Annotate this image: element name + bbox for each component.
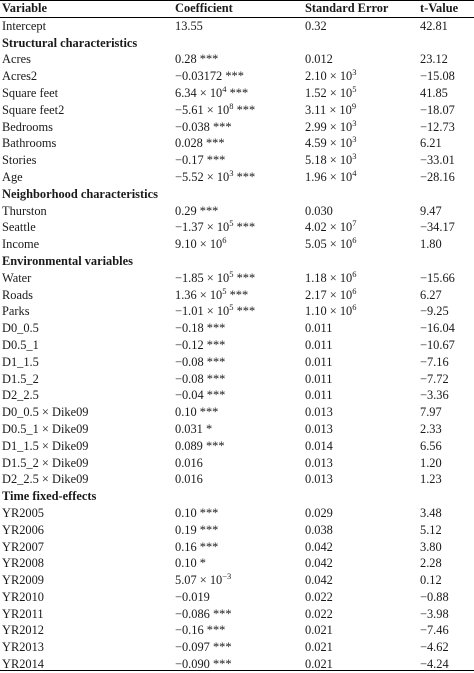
cell-t-value: −16.04: [420, 321, 455, 336]
table-row: [0, 606, 474, 623]
table-row: [0, 522, 474, 539]
cell-coefficient: $-1.01 \times 10^5$ ***: [175, 302, 256, 319]
cell-standard-error: $1.10 \times 10^6$: [305, 302, 357, 319]
cell-standard-error: 0.32: [305, 18, 327, 33]
cell-t-value: 5.12: [420, 522, 442, 537]
cell-variable: D0_0.5: [2, 321, 39, 336]
cell-t-value: −15.08: [420, 69, 455, 84]
cell-standard-error: $3.11 \times 10^9$: [305, 100, 357, 117]
cell-coefficient: −0.086 ***: [175, 606, 232, 621]
table-row: [0, 287, 474, 304]
cell-variable: Income: [2, 237, 40, 252]
table-row: [0, 371, 474, 388]
cell-standard-error: $1.18 \times 10^6$: [305, 268, 357, 285]
table-row: [0, 572, 474, 589]
cell-coefficient: −0.18 ***: [175, 321, 226, 336]
cell-standard-error: 0.014: [305, 438, 333, 453]
cell-t-value: −28.16: [420, 169, 455, 184]
cell-t-value: −7.16: [420, 354, 449, 369]
cell-t-value: −18.07: [420, 102, 455, 117]
cell-t-value: 3.80: [420, 539, 442, 554]
cell-coefficient: $-5.61 \times 10^8$ ***: [175, 100, 256, 117]
cell-t-value: 1.23: [420, 472, 442, 487]
cell-t-value: 1.80: [420, 237, 442, 252]
cell-variable: D0.5_1 × Dike09: [2, 421, 89, 436]
cell-t-value: 6.27: [420, 287, 442, 302]
section-header-row: [0, 186, 474, 203]
table-row: [0, 404, 474, 421]
cell-standard-error: $2.17 \times 10^6$: [305, 285, 357, 302]
cell-standard-error: $2.99 \times 10^3$: [305, 117, 357, 134]
cell-coefficient: 13.55: [175, 18, 203, 33]
table-row: [0, 589, 474, 606]
section-header-row: [0, 253, 474, 270]
cell-standard-error: 0.021: [305, 640, 333, 655]
cell-coefficient: $-1.85 \times 10^5$ ***: [175, 268, 256, 285]
cell-t-value: 1.20: [420, 455, 442, 470]
cell-coefficient: −0.17 ***: [175, 153, 226, 168]
cell-coefficient: 0.29 ***: [175, 203, 219, 218]
cell-t-value: 3.48: [420, 505, 442, 520]
table-row: [0, 236, 474, 253]
cell-variable: YR2011: [2, 606, 44, 621]
cell-variable: Bathrooms: [2, 136, 57, 151]
cell-t-value: 42.81: [420, 18, 448, 33]
cell-standard-error: 0.013: [305, 405, 333, 420]
table-row: [0, 539, 474, 556]
cell-standard-error: 0.011: [305, 337, 333, 352]
table-row: [0, 203, 474, 220]
cell-standard-error: $5.05 \times 10^6$: [305, 235, 357, 252]
cell-coefficient: 0.28 ***: [175, 52, 219, 67]
cell-t-value: −4.24: [420, 657, 449, 672]
cell-standard-error: 0.030: [305, 203, 333, 218]
cell-t-value: 0.12: [420, 573, 442, 588]
cell-standard-error: 0.038: [305, 522, 333, 537]
cell-standard-error: 0.021: [305, 657, 333, 672]
cell-standard-error: 0.013: [305, 455, 333, 470]
cell-coefficient: $6.34 \times 10^4$ ***: [175, 83, 249, 100]
cell-variable: YR2006: [2, 522, 44, 537]
cell-variable: D0_0.5 × Dike09: [2, 405, 89, 420]
cell-t-value: 6.56: [420, 438, 442, 453]
table-row: [0, 555, 474, 572]
cell-standard-error: 0.042: [305, 573, 333, 588]
cell-standard-error: 0.011: [305, 321, 333, 336]
table-row: [0, 455, 474, 472]
table-body: [0, 18, 474, 673]
cell-coefficient: 0.016: [175, 472, 203, 487]
section-label: Environmental variables: [2, 253, 133, 268]
cell-coefficient: −0.08 ***: [175, 371, 226, 386]
cell-standard-error: 0.011: [305, 354, 333, 369]
table-row: [0, 119, 474, 136]
section-header-row: [0, 35, 474, 52]
table-row: [0, 387, 474, 404]
cell-coefficient: 0.016: [175, 455, 203, 470]
table-row: [0, 337, 474, 354]
cell-variable: D1_1.5 × Dike09: [2, 438, 89, 453]
table-row: [0, 421, 474, 438]
cell-variable: Thurston: [2, 203, 47, 218]
cell-variable: D2_2.5 × Dike09: [2, 472, 89, 487]
cell-variable: Parks: [2, 304, 30, 319]
cell-coefficient: 0.19 ***: [175, 522, 219, 537]
cell-t-value: −3.98: [420, 606, 449, 621]
table-row: [0, 135, 474, 152]
cell-standard-error: 0.011: [305, 388, 333, 403]
table-row: [0, 18, 474, 35]
table-row: [0, 471, 474, 488]
cell-variable: Age: [2, 169, 23, 184]
cell-coefficient: −0.08 ***: [175, 354, 226, 369]
cell-standard-error: 0.042: [305, 556, 333, 571]
cell-coefficient: −0.090 ***: [175, 657, 232, 672]
cell-t-value: −33.01: [420, 153, 455, 168]
table-row: [0, 219, 474, 236]
cell-variable: Square feet: [2, 85, 59, 100]
cell-t-value: 9.47: [420, 203, 442, 218]
table-header-row: [0, 0, 474, 18]
cell-coefficient: $1.36 \times 10^5$ ***: [175, 285, 249, 302]
cell-variable: Acres2: [2, 69, 38, 84]
cell-coefficient: −0.12 ***: [175, 337, 226, 352]
cell-standard-error: 0.013: [305, 472, 333, 487]
cell-t-value: 23.12: [420, 52, 448, 67]
cell-t-value: 7.97: [420, 405, 442, 420]
cell-coefficient: −0.097 ***: [175, 640, 232, 655]
cell-standard-error: 0.012: [305, 52, 333, 67]
cell-t-value: −10.67: [420, 337, 455, 352]
cell-t-value: −7.46: [420, 623, 449, 638]
cell-coefficient: −0.16 ***: [175, 623, 226, 638]
table-row: [0, 152, 474, 169]
cell-variable: YR2007: [2, 539, 44, 554]
cell-coefficient: −0.019: [175, 589, 210, 604]
cell-t-value: −4.62: [420, 640, 449, 655]
cell-t-value: 2.33: [420, 421, 442, 436]
cell-coefficient: $-1.37 \times 10^5$ ***: [175, 218, 256, 235]
cell-variable: D1.5_2: [2, 371, 39, 386]
cell-standard-error: $2.10 \times 10^3$: [305, 67, 357, 84]
cell-t-value: −7.72: [420, 371, 449, 386]
cell-variable: Bedrooms: [2, 119, 53, 134]
cell-t-value: 6.21: [420, 136, 442, 151]
section-label: Neighborhood characteristics: [2, 186, 158, 201]
table-row: [0, 438, 474, 455]
cell-coefficient: 0.10 ***: [175, 405, 219, 420]
cell-variable: YR2008: [2, 556, 44, 571]
cell-variable: Intercept: [2, 18, 47, 33]
cell-t-value: −34.17: [420, 220, 455, 235]
cell-variable: YR2009: [2, 573, 44, 588]
cell-standard-error: $4.02 \times 10^7$: [305, 218, 357, 235]
header-coefficient: Coefficient: [175, 1, 233, 15]
table-bottom-rule: [0, 670, 474, 671]
table-row: [0, 505, 474, 522]
cell-coefficient: 0.10 *: [175, 556, 206, 571]
cell-coefficient: 0.031 *: [175, 421, 213, 436]
cell-variable: YR2013: [2, 640, 44, 655]
cell-standard-error: 0.029: [305, 505, 333, 520]
table-row: [0, 68, 474, 85]
table-row: [0, 622, 474, 639]
header-standard-error: Standard Error: [305, 1, 389, 15]
cell-variable: YR2012: [2, 623, 44, 638]
cell-coefficient: −0.03172 ***: [175, 69, 244, 84]
table-row: [0, 354, 474, 371]
cell-coefficient: $-5.52 \times 10^3$ ***: [175, 167, 256, 184]
cell-coefficient: −0.038 ***: [175, 119, 232, 134]
cell-t-value: 41.85: [420, 85, 448, 100]
section-label: Structural characteristics: [2, 35, 138, 50]
cell-standard-error: 0.022: [305, 589, 333, 604]
section-label: Time fixed-effects: [2, 489, 97, 504]
cell-variable: Roads: [2, 287, 33, 302]
cell-variable: Stories: [2, 153, 37, 168]
cell-t-value: −9.25: [420, 304, 449, 319]
cell-coefficient: 0.16 ***: [175, 539, 219, 554]
cell-variable: Acres: [2, 52, 31, 67]
table-row: [0, 639, 474, 656]
header-variable: Variable: [2, 1, 47, 15]
cell-standard-error: $4.59 \times 10^3$: [305, 134, 357, 151]
cell-standard-error: $1.96 \times 10^4$: [305, 167, 357, 184]
cell-coefficient: 0.089 ***: [175, 438, 225, 453]
header-t-value: t-Value: [420, 1, 459, 15]
table-row: [0, 51, 474, 68]
table-row: [0, 320, 474, 337]
cell-t-value: −0.88: [420, 589, 449, 604]
cell-variable: D0.5_1: [2, 337, 39, 352]
cell-standard-error: 0.022: [305, 606, 333, 621]
cell-variable: Seattle: [2, 220, 36, 235]
cell-coefficient: 0.028 ***: [175, 136, 225, 151]
cell-variable: D2_2.5: [2, 388, 39, 403]
cell-coefficient: $9.10 \times 10^6$: [175, 235, 227, 252]
cell-variable: YR2005: [2, 505, 44, 520]
cell-coefficient: $5.07 \times 10^{-3}$: [175, 570, 232, 588]
table-row: [0, 270, 474, 287]
cell-t-value: −12.73: [420, 119, 455, 134]
cell-variable: Water: [2, 270, 32, 285]
cell-standard-error: 0.013: [305, 421, 333, 436]
cell-standard-error: 0.021: [305, 623, 333, 638]
cell-variable: Square feet2: [2, 102, 65, 117]
table-row: [0, 102, 474, 119]
cell-variable: YR2010: [2, 589, 44, 604]
cell-variable: D1.5_2 × Dike09: [2, 455, 89, 470]
cell-t-value: −15.66: [420, 270, 455, 285]
cell-variable: YR2014: [2, 657, 44, 672]
cell-variable: D1_1.5: [2, 354, 39, 369]
cell-standard-error: 0.042: [305, 539, 333, 554]
table-row: [0, 85, 474, 102]
cell-t-value: 2.28: [420, 556, 442, 571]
section-header-row: [0, 488, 474, 505]
cell-standard-error: $1.52 \times 10^5$: [305, 83, 357, 100]
table-row: [0, 169, 474, 186]
cell-coefficient: −0.04 ***: [175, 388, 226, 403]
cell-standard-error: $5.18 \times 10^3$: [305, 151, 357, 168]
cell-standard-error: 0.011: [305, 371, 333, 386]
table-row: [0, 303, 474, 320]
cell-coefficient: 0.10 ***: [175, 505, 219, 520]
cell-t-value: −3.36: [420, 388, 449, 403]
